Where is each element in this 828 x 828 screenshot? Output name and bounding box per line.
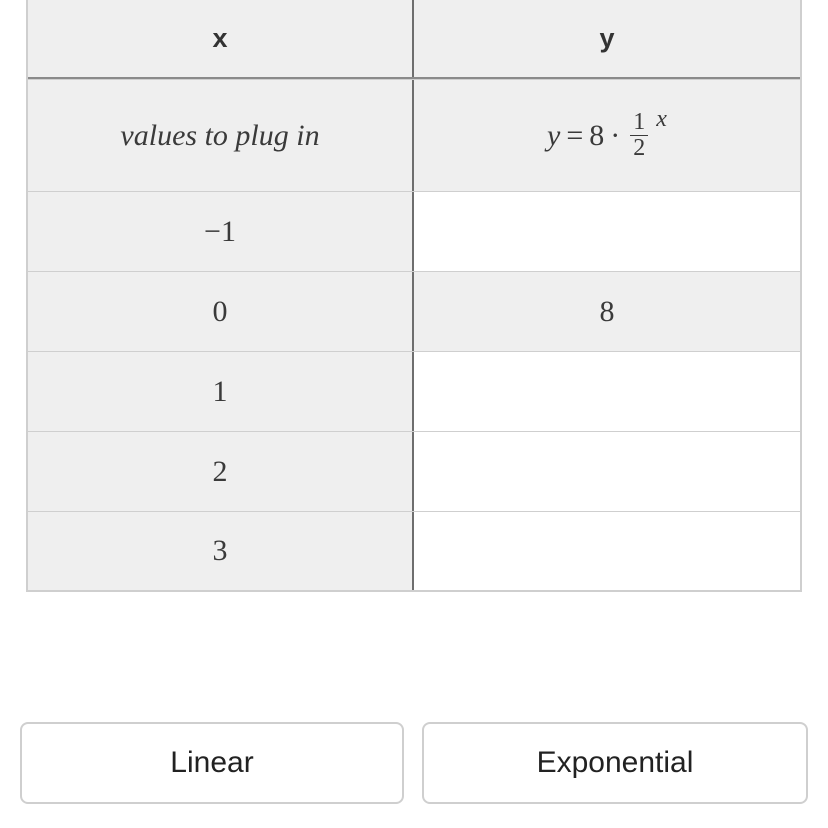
y-input-cell[interactable] (414, 512, 800, 590)
linear-button[interactable]: Linear (20, 722, 404, 804)
table-row (28, 431, 800, 511)
y-input-cell[interactable] (414, 192, 800, 271)
header-x: x (212, 23, 228, 53)
x-cell (28, 272, 414, 351)
formula-cell (414, 80, 800, 191)
formula-lhs: y (547, 118, 561, 152)
header-x-cell (28, 0, 414, 77)
x-cell (28, 192, 414, 271)
xy-table (26, 0, 802, 592)
x-value: 0 (212, 294, 228, 328)
header-y: y (599, 23, 615, 53)
y-input-cell[interactable] (414, 352, 800, 431)
values-label-cell (28, 80, 414, 191)
header-y-cell (414, 0, 800, 77)
fraction-numerator: 1 (630, 110, 648, 136)
formula-fraction (630, 110, 648, 161)
x-cell (28, 432, 414, 511)
fraction-denominator: 2 (633, 135, 646, 161)
formula-equals: = (566, 118, 584, 152)
formula-dot: · (610, 118, 621, 152)
x-value: −1 (204, 214, 236, 248)
y-cell (414, 272, 800, 351)
exponential-button[interactable]: Exponential (422, 722, 808, 804)
table-row (28, 511, 800, 590)
x-value: 3 (212, 534, 228, 567)
x-value: 1 (212, 374, 228, 408)
table-row (28, 191, 800, 271)
x-cell (28, 512, 414, 590)
formula-coefficient: 8 (589, 118, 605, 152)
formula-row (28, 79, 800, 191)
formula-expression (547, 106, 667, 161)
formula-exponent: x (656, 106, 667, 132)
x-cell (28, 352, 414, 431)
table-header-row (28, 0, 800, 79)
x-value: 2 (212, 454, 228, 488)
y-value: 8 (599, 294, 615, 328)
y-input-cell[interactable] (414, 432, 800, 511)
table-row (28, 271, 800, 351)
table-row (28, 351, 800, 431)
values-to-plug-in-label: values to plug in (120, 118, 320, 152)
